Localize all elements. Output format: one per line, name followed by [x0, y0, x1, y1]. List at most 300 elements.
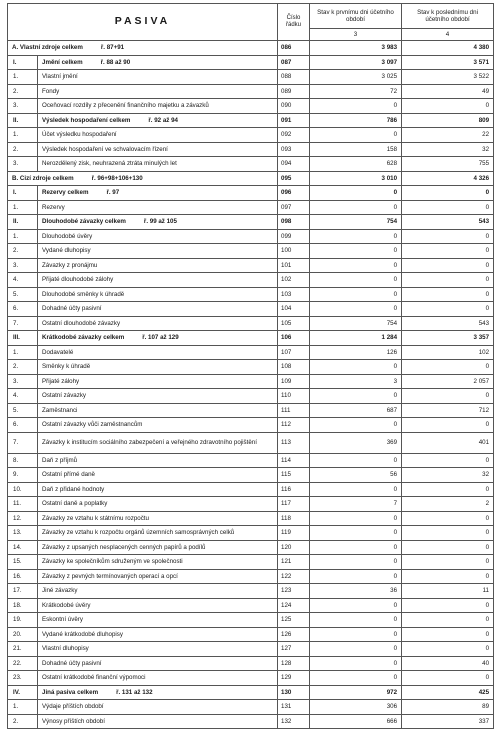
row-label-cell	[38, 99, 278, 114]
previous-period-value: 0	[402, 627, 494, 642]
row-label: Závazky k institucím sociálního zabezpečení a veřejného zdravotního pojištění	[42, 439, 257, 446]
row-label-cell	[8, 41, 278, 56]
table-row	[8, 584, 494, 599]
line-number: 111	[278, 403, 310, 418]
row-label-cell	[38, 482, 278, 497]
row-label: Dlouhodobé směnky k úhradě	[42, 290, 125, 298]
row-label: Závazky ze vztahu k státnímu rozpočtu	[42, 514, 149, 522]
current-period-value: 0	[310, 671, 402, 686]
row-label-cell	[38, 215, 278, 230]
line-number: 121	[278, 555, 310, 570]
previous-period-value: 4 380	[402, 41, 494, 56]
row-label-cell	[38, 186, 278, 201]
row-label: Přijaté dlouhodobé zálohy	[42, 276, 114, 284]
current-period-value: 7	[310, 497, 402, 512]
line-number: 089	[278, 84, 310, 99]
current-period-value: 3 010	[310, 171, 402, 186]
previous-period-value: 0	[402, 453, 494, 468]
row-label-cell	[38, 642, 278, 657]
table-row	[8, 555, 494, 570]
row-label-cell	[38, 584, 278, 599]
table-row	[8, 656, 494, 671]
current-period-value: 972	[310, 685, 402, 700]
line-number: 099	[278, 229, 310, 244]
row-label: Daň z příjmů	[42, 456, 78, 464]
line-number: 126	[278, 627, 310, 642]
row-mark: 1.	[8, 229, 38, 244]
table-row	[8, 497, 494, 512]
row-label-cell	[38, 453, 278, 468]
row-label: Dohadné účty pasivní	[42, 305, 102, 313]
row-label-cell	[38, 468, 278, 483]
row-label-cell	[38, 244, 278, 259]
row-label-cell	[38, 55, 278, 70]
table-row	[8, 468, 494, 483]
current-period-value: 0	[310, 627, 402, 642]
row-label-cell	[38, 128, 278, 143]
table-row	[8, 540, 494, 555]
row-mark: 12.	[8, 511, 38, 526]
row-label-cell	[38, 511, 278, 526]
row-label: Ostatní závazky	[42, 392, 87, 400]
table-row	[8, 671, 494, 686]
table-row	[8, 113, 494, 128]
line-number: 119	[278, 526, 310, 541]
row-label-cell	[38, 656, 278, 671]
previous-period-value: 809	[402, 113, 494, 128]
row-label: Jiná pasiva celkem	[42, 688, 99, 696]
current-period-value: 0	[310, 598, 402, 613]
current-period-value: 0	[310, 511, 402, 526]
row-label: Rezervy celkem	[42, 189, 89, 197]
row-mark: 3.	[8, 157, 38, 172]
row-label: Ostatní závazky vůči zaměstnancům	[42, 421, 143, 429]
current-period-value: 0	[310, 613, 402, 628]
current-period-value: 0	[310, 453, 402, 468]
table-row	[8, 302, 494, 317]
row-mark: 2.	[8, 142, 38, 157]
line-number: 095	[278, 171, 310, 186]
line-number: 124	[278, 598, 310, 613]
row-label: Ostatní přímé daně	[42, 471, 95, 479]
table-row	[8, 41, 494, 56]
line-number: 130	[278, 685, 310, 700]
table-title-cell	[8, 4, 278, 41]
line-number: 125	[278, 613, 310, 628]
table-row	[8, 229, 494, 244]
previous-period-value: 102	[402, 345, 494, 360]
row-label-cell	[38, 685, 278, 700]
current-period-value: 0	[310, 569, 402, 584]
table-row	[8, 526, 494, 541]
row-label-cell	[38, 84, 278, 99]
previous-period-value: 0	[402, 186, 494, 201]
row-label-cell	[38, 374, 278, 389]
row-mark: 2.	[8, 244, 38, 259]
row-label: Jmění celkem	[42, 58, 83, 66]
table-row	[8, 273, 494, 288]
row-label-cell	[38, 302, 278, 317]
row-mark: I.	[8, 186, 38, 201]
line-number: 103	[278, 287, 310, 302]
previous-period-value: 0	[402, 273, 494, 288]
row-label-cell	[38, 273, 278, 288]
previous-period-value: 543	[402, 215, 494, 230]
table-row	[8, 99, 494, 114]
current-period-value: 0	[310, 389, 402, 404]
row-label: Dodavatelé	[42, 348, 74, 356]
line-number: 091	[278, 113, 310, 128]
row-label-cell	[38, 70, 278, 85]
liabilities-table	[7, 3, 494, 729]
row-label: Daň z přidané hodnoty	[42, 485, 105, 493]
row-mark: 16.	[8, 569, 38, 584]
row-label: Jiné závazky	[42, 587, 78, 595]
line-number: 122	[278, 569, 310, 584]
current-period-value: 754	[310, 316, 402, 331]
previous-period-value: 0	[402, 287, 494, 302]
previous-period-value: 3 522	[402, 70, 494, 85]
row-mark: 9.	[8, 468, 38, 483]
row-label-cell	[38, 432, 278, 453]
line-number: 096	[278, 186, 310, 201]
previous-period-value: 425	[402, 685, 494, 700]
previous-period-value: 2 057	[402, 374, 494, 389]
previous-period-value: 40	[402, 656, 494, 671]
previous-period-value: 337	[402, 714, 494, 729]
previous-period-value: 3 571	[402, 55, 494, 70]
previous-period-header: Stav k poslednímu dni účetního období	[402, 4, 494, 29]
table-row	[8, 482, 494, 497]
row-formula: ř. 96+98+106+130	[91, 174, 143, 182]
previous-period-value: 755	[402, 157, 494, 172]
previous-period-value: 0	[402, 229, 494, 244]
table-row	[8, 200, 494, 215]
row-label: Výdaje příštích období	[42, 703, 104, 711]
previous-period-value: 0	[402, 613, 494, 628]
current-period-value: 0	[310, 244, 402, 259]
current-period-value: 0	[310, 229, 402, 244]
table-row	[8, 403, 494, 418]
row-mark: 7.	[8, 432, 38, 453]
row-label: Dlouhodobé úvěry	[42, 232, 93, 240]
table-row	[8, 142, 494, 157]
row-label-cell	[38, 200, 278, 215]
current-period-value: 3 097	[310, 55, 402, 70]
row-label: Krátkodobé závazky celkem	[42, 334, 125, 342]
row-mark: 17.	[8, 584, 38, 599]
row-mark: 1.	[8, 345, 38, 360]
line-number: 092	[278, 128, 310, 143]
previous-period-value: 32	[402, 142, 494, 157]
row-formula: ř. 99 až 105	[143, 218, 177, 226]
previous-period-value: 0	[402, 540, 494, 555]
current-period-value: 126	[310, 345, 402, 360]
current-period-value: 0	[310, 302, 402, 317]
line-number: 105	[278, 316, 310, 331]
row-mark: II.	[8, 215, 38, 230]
previous-period-value: 0	[402, 555, 494, 570]
line-number: 087	[278, 55, 310, 70]
row-mark: 8.	[8, 453, 38, 468]
current-period-value: 36	[310, 584, 402, 599]
previous-period-value: 11	[402, 584, 494, 599]
row-mark: 6.	[8, 302, 38, 317]
previous-period-col-number: 4	[402, 29, 494, 41]
row-label-cell	[38, 142, 278, 157]
line-number: 127	[278, 642, 310, 657]
current-period-value: 0	[310, 482, 402, 497]
row-label: Závazky z upsaných nesplacených cenných papírů a podílů	[42, 543, 206, 551]
row-mark: 3.	[8, 258, 38, 273]
previous-period-value: 0	[402, 671, 494, 686]
table-row	[8, 418, 494, 433]
row-mark: 7.	[8, 316, 38, 331]
line-number: 106	[278, 331, 310, 346]
row-label: Nerozdělený zisk, neuhrazená ztráta minulých let	[42, 160, 177, 168]
line-number: 110	[278, 389, 310, 404]
row-label-cell	[38, 389, 278, 404]
previous-period-value: 712	[402, 403, 494, 418]
line-number: 101	[278, 258, 310, 273]
row-label-cell	[38, 714, 278, 729]
table-row	[8, 360, 494, 375]
table-row	[8, 598, 494, 613]
current-period-value: 0	[310, 418, 402, 433]
row-mark: 3.	[8, 99, 38, 114]
row-formula: ř. 87+91	[100, 44, 125, 52]
row-label: Dohadné účty pasivní	[42, 659, 102, 667]
current-period-value: 0	[310, 273, 402, 288]
row-label-cell	[38, 526, 278, 541]
row-label-cell	[38, 671, 278, 686]
line-number: 120	[278, 540, 310, 555]
row-mark: II.	[8, 113, 38, 128]
previous-period-value: 0	[402, 482, 494, 497]
current-period-value: 0	[310, 200, 402, 215]
previous-period-value: 32	[402, 468, 494, 483]
row-label-cell	[38, 598, 278, 613]
header-row	[8, 4, 494, 29]
row-label-cell	[38, 555, 278, 570]
table-row	[8, 613, 494, 628]
row-label-cell	[8, 171, 278, 186]
table-row	[8, 215, 494, 230]
row-mark: 1.	[8, 128, 38, 143]
row-label: Výsledek hospodaření celkem	[42, 116, 131, 124]
line-number: 109	[278, 374, 310, 389]
previous-period-value: 89	[402, 700, 494, 715]
line-number: 108	[278, 360, 310, 375]
row-label: Oceňovací rozdíly z přecenění finančního majetku a závazků	[42, 102, 209, 110]
row-label: Přijaté zálohy	[42, 377, 80, 385]
previous-period-value: 401	[402, 432, 494, 453]
current-period-value: 72	[310, 84, 402, 99]
table-row	[8, 685, 494, 700]
line-number: 098	[278, 215, 310, 230]
table-row	[8, 642, 494, 657]
previous-period-value: 0	[402, 598, 494, 613]
row-label: Směnky k úhradě	[42, 363, 91, 371]
line-number: 094	[278, 157, 310, 172]
row-mark: 10.	[8, 482, 38, 497]
current-period-value: 666	[310, 714, 402, 729]
row-mark: 23.	[8, 671, 38, 686]
row-label-cell	[38, 258, 278, 273]
table-row	[8, 714, 494, 729]
line-number: 132	[278, 714, 310, 729]
current-period-value: 0	[310, 186, 402, 201]
row-label-cell	[38, 403, 278, 418]
row-label-cell	[38, 360, 278, 375]
line-number: 112	[278, 418, 310, 433]
table-row	[8, 84, 494, 99]
previous-period-value: 0	[402, 526, 494, 541]
table-row	[8, 700, 494, 715]
row-label: Rezervy	[42, 203, 65, 211]
row-mark: III.	[8, 331, 38, 346]
current-period-value: 3 025	[310, 70, 402, 85]
current-period-header: Stav k prvnímu dni účetního období	[310, 4, 402, 29]
current-period-value: 0	[310, 128, 402, 143]
row-mark: B.	[12, 174, 19, 182]
table-row	[8, 569, 494, 584]
row-label-cell	[38, 113, 278, 128]
row-formula: ř. 131 až 132	[116, 688, 153, 696]
row-label-cell	[38, 569, 278, 584]
row-mark: 21.	[8, 642, 38, 657]
row-label: Závazky ke společníkům sdruženým ve společnosti	[42, 558, 183, 566]
previous-period-value: 0	[402, 244, 494, 259]
row-label-cell	[38, 497, 278, 512]
row-label: Ostatní daně a poplatky	[42, 500, 108, 508]
previous-period-value: 0	[402, 360, 494, 375]
row-label: Závazky z pevných termínovaných operací a opcí	[42, 572, 178, 580]
table-row	[8, 511, 494, 526]
row-formula: ř. 97	[106, 189, 120, 197]
row-label: Krátkodobé úvěry	[42, 601, 91, 609]
row-mark: 2.	[8, 360, 38, 375]
row-mark: 1.	[8, 70, 38, 85]
table-row	[8, 171, 494, 186]
table-row	[8, 128, 494, 143]
line-number: 104	[278, 302, 310, 317]
current-period-value: 628	[310, 157, 402, 172]
row-mark: 4.	[8, 273, 38, 288]
table-row	[8, 186, 494, 201]
row-label: Ostatní dlouhodobé závazky	[42, 319, 121, 327]
current-period-value: 369	[310, 432, 402, 453]
current-period-value: 754	[310, 215, 402, 230]
row-formula: ř. 107 až 129	[142, 334, 179, 342]
current-period-value: 0	[310, 360, 402, 375]
row-label: Vydané krátkodobé dluhopisy	[42, 630, 123, 638]
row-mark: 15.	[8, 555, 38, 570]
previous-period-value: 0	[402, 511, 494, 526]
row-mark: 14.	[8, 540, 38, 555]
current-period-value: 0	[310, 656, 402, 671]
row-mark: 18.	[8, 598, 38, 613]
current-period-value: 0	[310, 526, 402, 541]
current-period-value: 158	[310, 142, 402, 157]
table-row	[8, 389, 494, 404]
row-mark: IV.	[8, 685, 38, 700]
row-mark: 19.	[8, 613, 38, 628]
row-label: Závazky z pronájmu	[42, 261, 98, 269]
line-number: 100	[278, 244, 310, 259]
row-label: Závazky ze vztahu k rozpočtu orgánů územních samosprávných celků	[42, 529, 235, 537]
row-label: Vlastní jmění	[42, 73, 78, 81]
row-mark: 13.	[8, 526, 38, 541]
line-number: 129	[278, 671, 310, 686]
row-mark: 5.	[8, 403, 38, 418]
table-row	[8, 331, 494, 346]
row-label-cell	[38, 627, 278, 642]
row-label: Fondy	[42, 87, 60, 95]
row-label-cell	[38, 229, 278, 244]
line-number: 123	[278, 584, 310, 599]
line-number: 107	[278, 345, 310, 360]
line-number: 097	[278, 200, 310, 215]
current-period-value: 56	[310, 468, 402, 483]
table-row	[8, 316, 494, 331]
current-period-value: 0	[310, 258, 402, 273]
row-label: Zaměstnanci	[42, 406, 78, 414]
row-label: Eskontní úvěry	[42, 616, 83, 624]
line-number: 102	[278, 273, 310, 288]
current-period-value: 786	[310, 113, 402, 128]
table-row	[8, 432, 494, 453]
row-label-cell	[38, 613, 278, 628]
line-number: 131	[278, 700, 310, 715]
line-number: 116	[278, 482, 310, 497]
current-period-value: 3 983	[310, 41, 402, 56]
previous-period-value: 0	[402, 389, 494, 404]
row-label: Účet výsledku hospodaření	[42, 131, 117, 139]
current-period-value: 306	[310, 700, 402, 715]
previous-period-value: 0	[402, 569, 494, 584]
row-mark: 1.	[8, 200, 38, 215]
table-title: PASIVA	[114, 15, 171, 27]
balance-sheet-liabilities	[7, 3, 493, 729]
row-mark: 5.	[8, 287, 38, 302]
previous-period-value: 0	[402, 302, 494, 317]
table-row	[8, 70, 494, 85]
row-mark: I.	[8, 55, 38, 70]
previous-period-value: 0	[402, 200, 494, 215]
table-row	[8, 258, 494, 273]
table-row	[8, 627, 494, 642]
table-row	[8, 244, 494, 259]
previous-period-value: 0	[402, 258, 494, 273]
line-number: 088	[278, 70, 310, 85]
row-label: Cizí zdroje celkem	[19, 174, 74, 182]
line-number: 115	[278, 468, 310, 483]
row-label-cell	[38, 157, 278, 172]
row-formula: ř. 88 až 90	[100, 58, 131, 66]
row-label-cell	[38, 540, 278, 555]
row-mark: 2.	[8, 714, 38, 729]
previous-period-value: 4 326	[402, 171, 494, 186]
current-period-value: 0	[310, 555, 402, 570]
previous-period-value: 0	[402, 99, 494, 114]
row-label: Výsledek hospodaření ve schvalovacím řízení	[42, 145, 168, 153]
previous-period-value: 0	[402, 642, 494, 657]
row-mark: 3.	[8, 374, 38, 389]
row-label-cell	[38, 345, 278, 360]
row-label: Vlastní dluhopisy	[42, 645, 89, 653]
previous-period-value: 22	[402, 128, 494, 143]
